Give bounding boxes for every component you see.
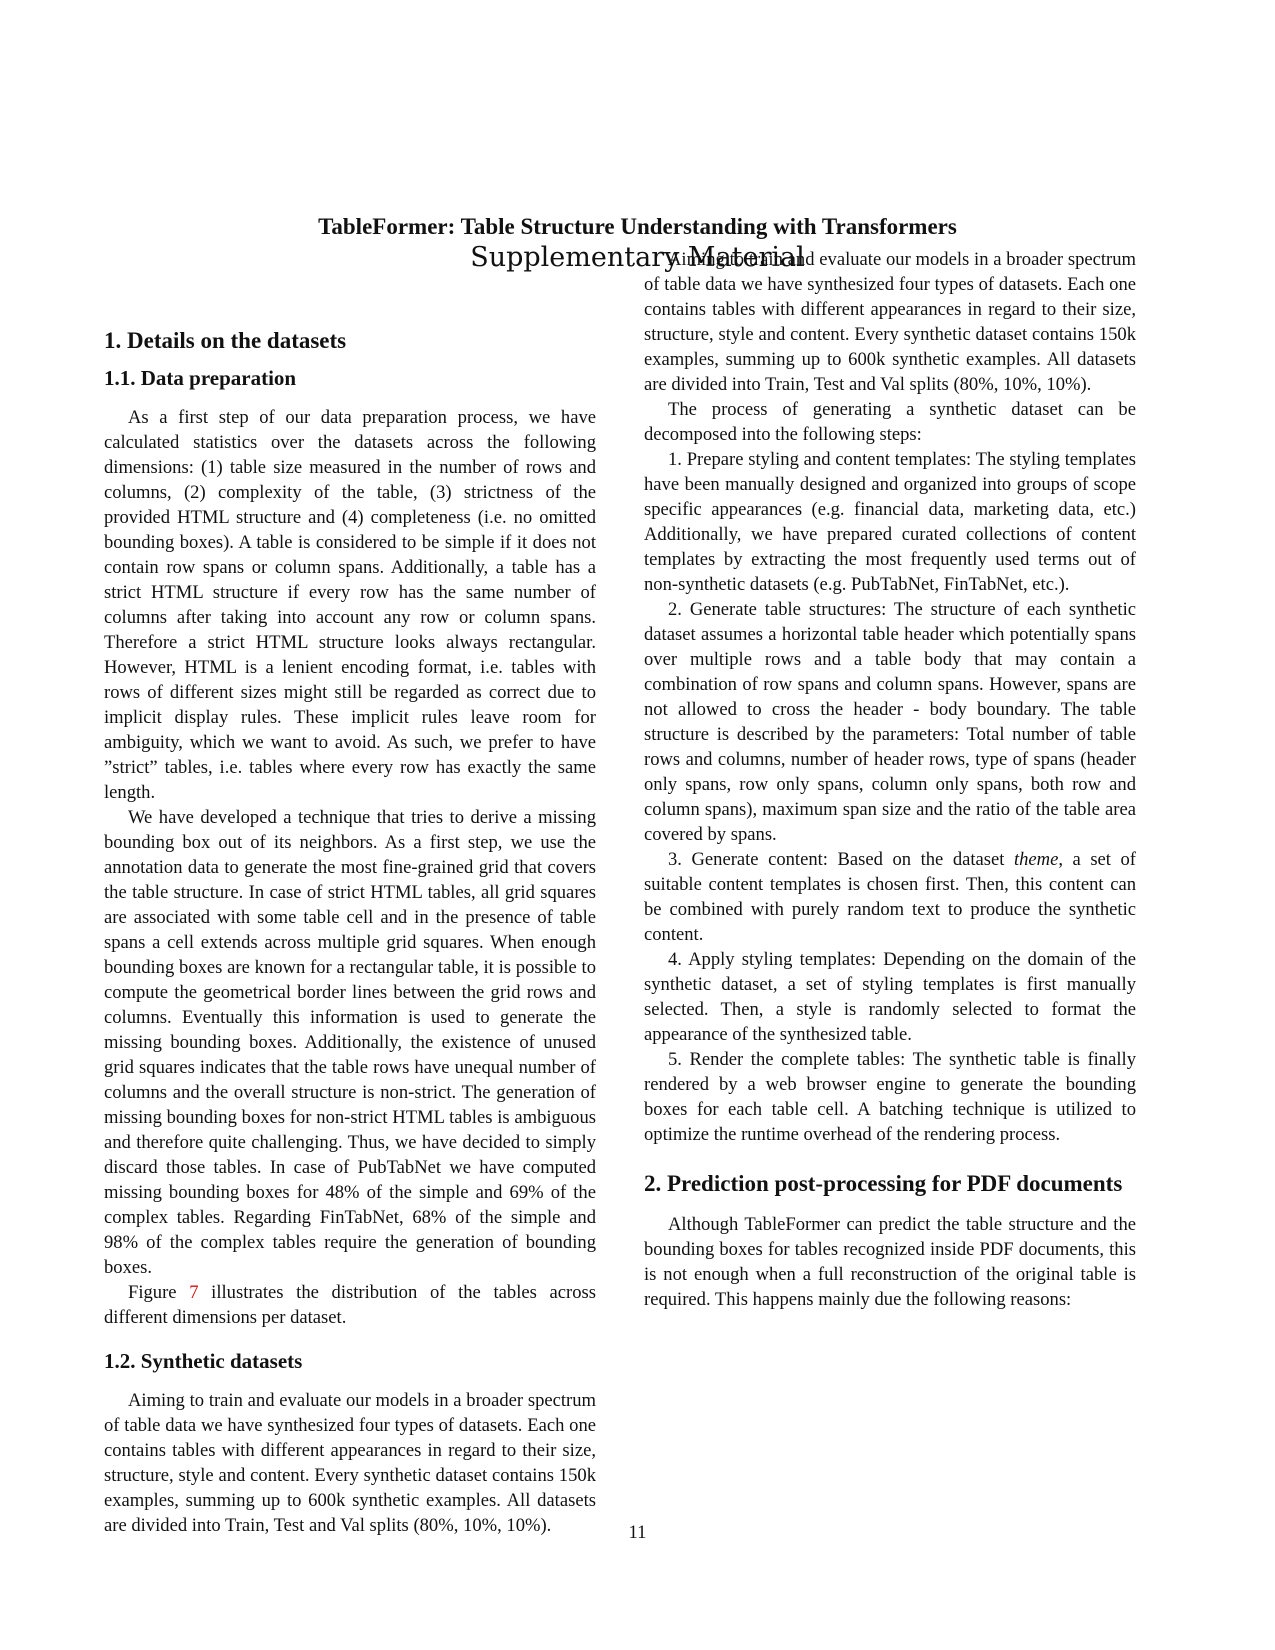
step-1-paragraph: 1. Prepare styling and content templates: The styling templates have been manually designed and organized into groups of scope specific appearances (e.g. financial data, marketing data, etc.) Additionally, we have prepared curated collections of content templates by extracting the most frequently used terms out of non-synthetic datasets (e.g. PubTabNet, FinTabNet, etc.). xyxy=(644,449,1136,595)
step-5-paragraph: 5. Render the complete tables: The synthetic table is finally rendered by a web browser engine to generate the bounding boxes for each table cell. A batching technique is utilized to optimize the runtime overhead of the rendering process. xyxy=(644,1049,1136,1145)
step-3-theme: theme xyxy=(1013,849,1059,870)
paper-subtitle: Supplementary Material xyxy=(470,242,805,273)
section-2-paragraph-1: Although TableFormer can predict the table structure and the bounding boxes for tables recognized inside PDF documents, this is not enough when a full reconstruction of the original table is required. This happens mainly due the following reasons: xyxy=(644,1214,1136,1310)
step-3-text-after: , a set of suitable content templates is chosen first. Then, this content can be combined with purely random text to produce the synthetic content. xyxy=(644,849,1136,945)
section-1-1-paragraph-3 xyxy=(104,1280,596,1330)
figure-ref-prefix: Figure xyxy=(128,1282,190,1303)
step-3-text-before: 3. Generate content: Based on the dataset xyxy=(668,849,1014,870)
figure-ref-suffix: illustrates the distribution of the tables across different dimensions per dataset. xyxy=(104,1282,596,1328)
step-2-paragraph: 2. Generate table structures: The structure of each synthetic dataset assumes a horizontal table header which potentially spans over multiple rows and a table body that may contain a combination of row spans and column spans. However, spans are not allowed to cross the header - body boundary. The table structure is described by the parameters: Total number of table rows and columns, number of header rows, type of spans (header only spans, row only spans, column only spans, both row and column spans), maximum span size and the ratio of the table area covered by spans. xyxy=(644,599,1136,845)
paper-title: TableFormer: Table Structure Understanding with Transformers xyxy=(318,214,957,239)
section-1-2-paragraph-1: Aiming to train and evaluate our models in a broader spectrum of table data we have synthesized four types of datasets. Each one contains tables with different appearances in regard to their size, structure, style and content. Every synthetic dataset contains 150k examples, summing up to 600k synthetic examples. All datasets are divided into Train, Test and Val splits (80%, 10%, 10%). xyxy=(104,1390,596,1536)
section-1-heading: 1. Details on the datasets xyxy=(104,328,347,353)
step-4-paragraph: 4. Apply styling templates: Depending on the domain of the synthetic dataset, a set of styling templates is first manually selected. Then, a style is randomly selected to format the appearance of the synthesized table. xyxy=(644,949,1136,1045)
section-1-1-heading: 1.1. Data preparation xyxy=(104,366,297,390)
left-column xyxy=(104,326,596,1536)
section-1-2-heading: 1.2. Synthetic datasets xyxy=(104,1349,303,1373)
right-column xyxy=(644,249,1136,1312)
section-1-2-paragraph-1-continued xyxy=(644,249,1136,397)
section-1-1-paragraph-1: As a first step of our data preparation process, we have calculated statistics over the datasets across the following dimensions: (1) table size measured in the number of rows and columns, (2) complexity of the table, (3) strictness of the provided HTML structure and (4) completeness (i.e. no omitted bounding boxes). A table is considered to be simple if it does not contain row spans or column spans. Additionally, a table has a strict HTML structure if every row has the same number of columns after taking into account any row or column spans. Therefore a strict HTML structure looks always rectangular. However, HTML is a lenient encoding format, i.e. tables with rows of different sizes might still be regarded as correct due to implicit display rules. These implicit rules leave room for ambiguity, which we want to avoid. As such, we prefer to have ”strict” tables, i.e. tables where every row has exactly the same length. xyxy=(104,407,596,803)
page-number: 11 xyxy=(628,1522,647,1543)
step-3-paragraph xyxy=(644,847,1136,947)
section-1-2-paragraph-2: The process of generating a synthetic dataset can be decomposed into the following steps: xyxy=(644,399,1136,445)
figure-7-link[interactable]: 7 xyxy=(189,1282,199,1303)
section-1-1-paragraph-2: We have developed a technique that tries to derive a missing bounding box out of its neighbors. As a first step, we use the annotation data to generate the most fine-grained grid that covers the table structure. In case of strict HTML tables, all grid squares are associated with some table cell and in the presence of table spans a cell extends across multiple grid squares. When enough bounding boxes are known for a rectangular table, it is possible to compute the geometrical border lines between the grid rows and columns. Eventually this information is used to generate the missing bounding boxes. Additionally, the existence of unused grid squares indicates that the table rows have unequal number of columns and the overall structure is non-strict. The generation of missing bounding boxes for non-strict HTML tables is ambiguous and therefore quite challenging. Thus, we have decided to simply discard those tables. In case of PubTabNet we have computed missing bounding boxes for 48% of the simple and 69% of the complex tables. Regarding FinTabNet, 68% of the simple and 98% of the complex tables require the generation of bounding boxes. xyxy=(104,807,596,1278)
section-2-heading: 2. Prediction post-processing for PDF documents xyxy=(644,1171,1123,1196)
continued-text: Aiming to train and evaluate our models in a broader spectrum of table data we have synthesized four types of datasets. Each one contains tables with different appearances in regard to their size, structure, style and content. Every synthetic dataset contains 150k examples, summing up to 600k synthetic examples. All datasets are divided into Train, Test and Val splits (80%, 10%, 10%). xyxy=(644,249,1136,395)
